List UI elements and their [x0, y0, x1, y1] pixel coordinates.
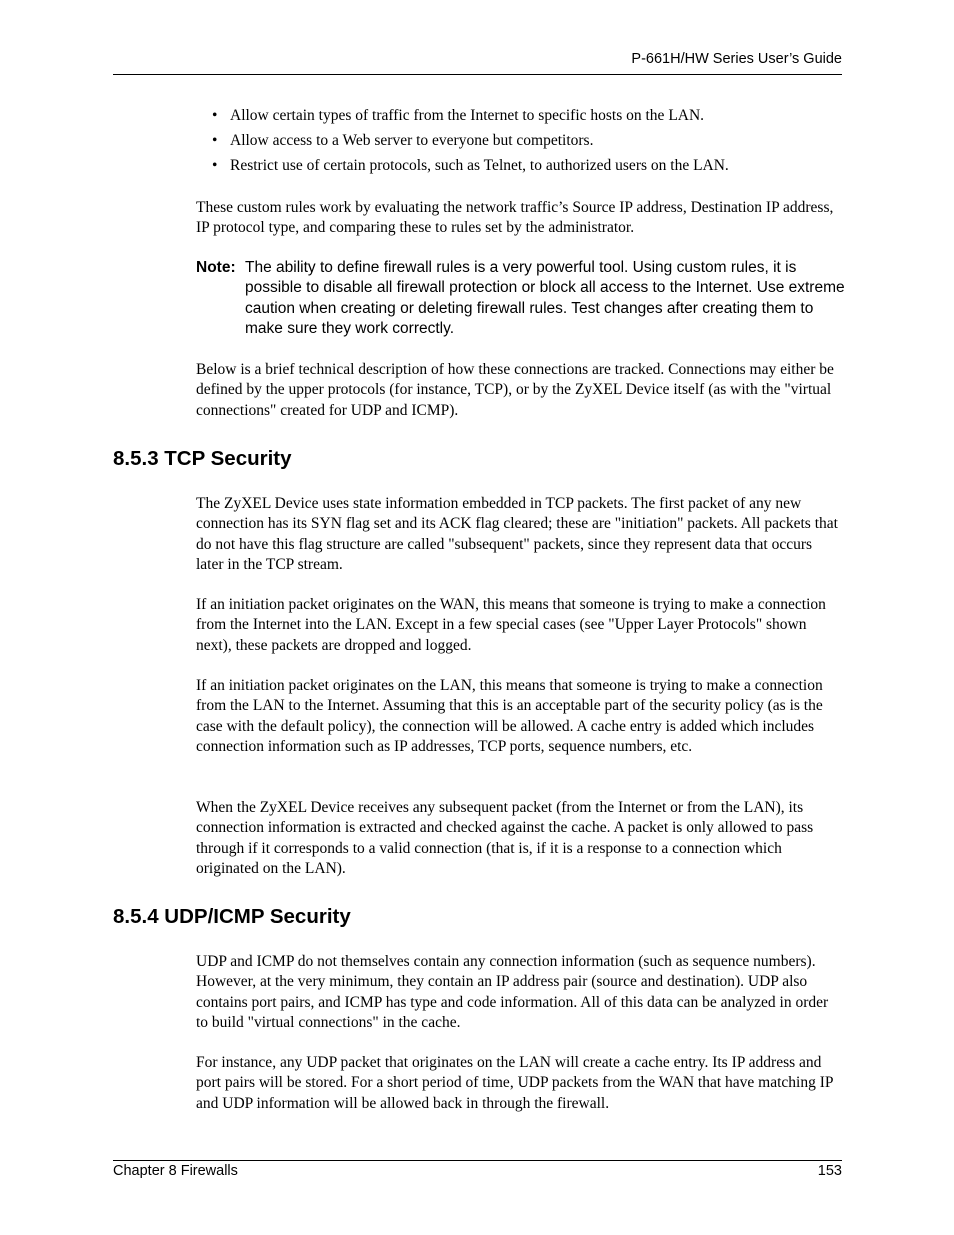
list-item: • Allow access to a Web server to everyone but competitors.: [196, 131, 842, 152]
section-heading-tcp-security: 8.5.3 TCP Security: [113, 447, 292, 470]
bullet-list: [196, 106, 842, 180]
paragraph: UDP and ICMP do not themselves contain any connection information (such as sequence numbers). However, at the very minimum, they contain an IP address pair (source and destination). UDP also contains port pairs, and ICMP has type and code information. All of this data can be analyzed in order to build "virtual connections" in the cache.: [196, 953, 829, 1031]
paragraph-custom-rules: These custom rules work by evaluating the network traffic’s Source IP address, Destination IP address, IP protocol type, and comparing these to rules set by the administrator.: [196, 199, 834, 237]
note-box: [196, 258, 845, 339]
page-footer: [113, 1160, 842, 1179]
paragraph: If an initiation packet originates on the WAN, this means that someone is trying to make a connection from the Internet into the LAN. Except in a few special cases (see "Upper Layer Protocols" shown next), these packets are dropped and logged.: [196, 596, 826, 654]
guide-title: P-661H/HW Series User’s Guide: [631, 51, 842, 67]
paragraph: For instance, any UDP packet that originates on the LAN will create a cache entry. Its IP address and port pairs will be stored. For a short period of time, UDP packets from the WAN that have matching IP and UDP information will be allowed back in through the firewall.: [196, 1054, 833, 1112]
note-text: The ability to define firewall rules is a very powerful tool. Using custom rules, it is possible to disable all firewall protection or block all access to the Internet. Use extreme caution when creating or deleting firewall rules. Test changes after creating them to make sure they work correctly.: [245, 259, 845, 337]
paragraph: If an initiation packet originates on the LAN, this means that someone is trying to make a connection from the LAN to the Internet. Assuming that this is an acceptable part of the security policy (as is the case with the default policy), the connection will be allowed. A cache entry is added which includes connection information such as IP addresses, TCP ports, sequence numbers, etc.: [196, 677, 823, 755]
section-heading-udp-icmp-security: 8.5.4 UDP/ICMP Security: [113, 905, 351, 928]
page-number: 153: [817, 1163, 842, 1179]
page-header: [113, 50, 842, 75]
paragraph: The ZyXEL Device uses state information embedded in TCP packets. The first packet of any new connection has its SYN flag set and its ACK flag cleared; these are "initiation" packets. All packets that do not have this flag structure are called "subsequent" packets, since they represent data that occurs later in the TCP stream.: [196, 495, 838, 573]
list-item: • Restrict use of certain protocols, such as Telnet, to authorized users on the LAN.: [196, 156, 842, 177]
paragraph: When the ZyXEL Device receives any subsequent packet (from the Internet or from the LAN), its connection information is extracted and checked against the cache. A packet is only allowed to pass through if it corresponds to a valid connection (that is, if it is a response to a connection which originated on the LAN).: [196, 799, 814, 877]
note-label: Note:: [196, 259, 236, 276]
list-item: • Allow certain types of traffic from the Internet to specific hosts on the LAN.: [196, 106, 842, 127]
chapter-label: Chapter 8 Firewalls: [113, 1163, 238, 1179]
paragraph-technical: Below is a brief technical description of how these connections are tracked. Connections may either be defined by the upper protocols (for instance, TCP), or by the ZyXEL Device itself (as with the "virtual connections" created for UDP and ICMP).: [196, 361, 834, 419]
